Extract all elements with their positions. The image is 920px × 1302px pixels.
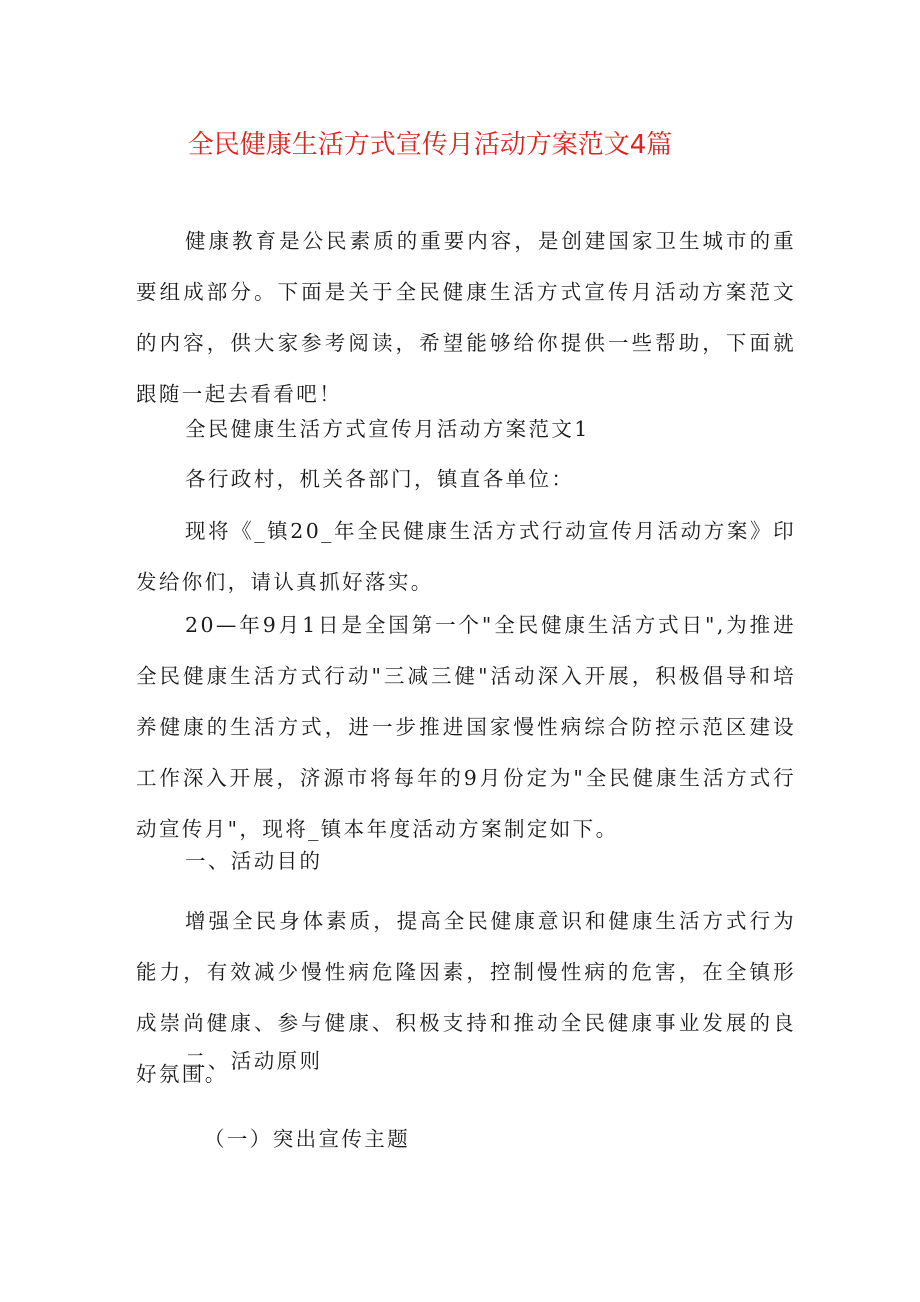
section2-heading: 二、活动原则 (185, 1049, 323, 1073)
intro-paragraph: 健康教育是公民素质的重要内容，是创建国家卫生城市的重要组成部分。下面是关于全民健康生活方式宣传月活动方案范文的内容，供大家参考阅读，希望能够给你提供一些帮助，下面就跟随一起去看看吧！ (136, 229, 796, 406)
section-subtitle: 全民健康生活方式宣传月活动方案范文1 (185, 417, 590, 441)
background-paragraph: 20—年9月1日是全国第一个"全民健康生活方式日",为推进全民健康生活方式行动"三减三健"活动深入开展，积极倡导和培养健康的生活方式，进一步推进国家慢性病综合防控示范区建设工作深入开展，济源市将每年的9月份定为"全民健康生活方式行动宣传月"，现将_镇本年度活动方案制定如下。 (136, 613, 796, 841)
section1-body: 增强全民身体素质，提高全民健康意识和健康生活方式行为能力，有效减少慢性病危隆因素，控制慢性病的危害，在全镇形成崇尚健康、参与健康、积极支持和推动全民健康事业发展的良好氛围。 (136, 909, 796, 1086)
section1-heading: 一、活动目的 (185, 849, 323, 873)
section2-subheading: （一）突出宣传主题 (204, 1127, 411, 1151)
notice-paragraph: 现将《_镇20_年全民健康生活方式行动宣传月活动方案》印发给你们，请认真抓好落实。 (136, 519, 796, 594)
recipients-line: 各行政村，机关各部门，镇直各单位： (185, 467, 575, 491)
document-title: 全民健康生活方式宣传月活动方案范文4篇 (187, 130, 673, 160)
